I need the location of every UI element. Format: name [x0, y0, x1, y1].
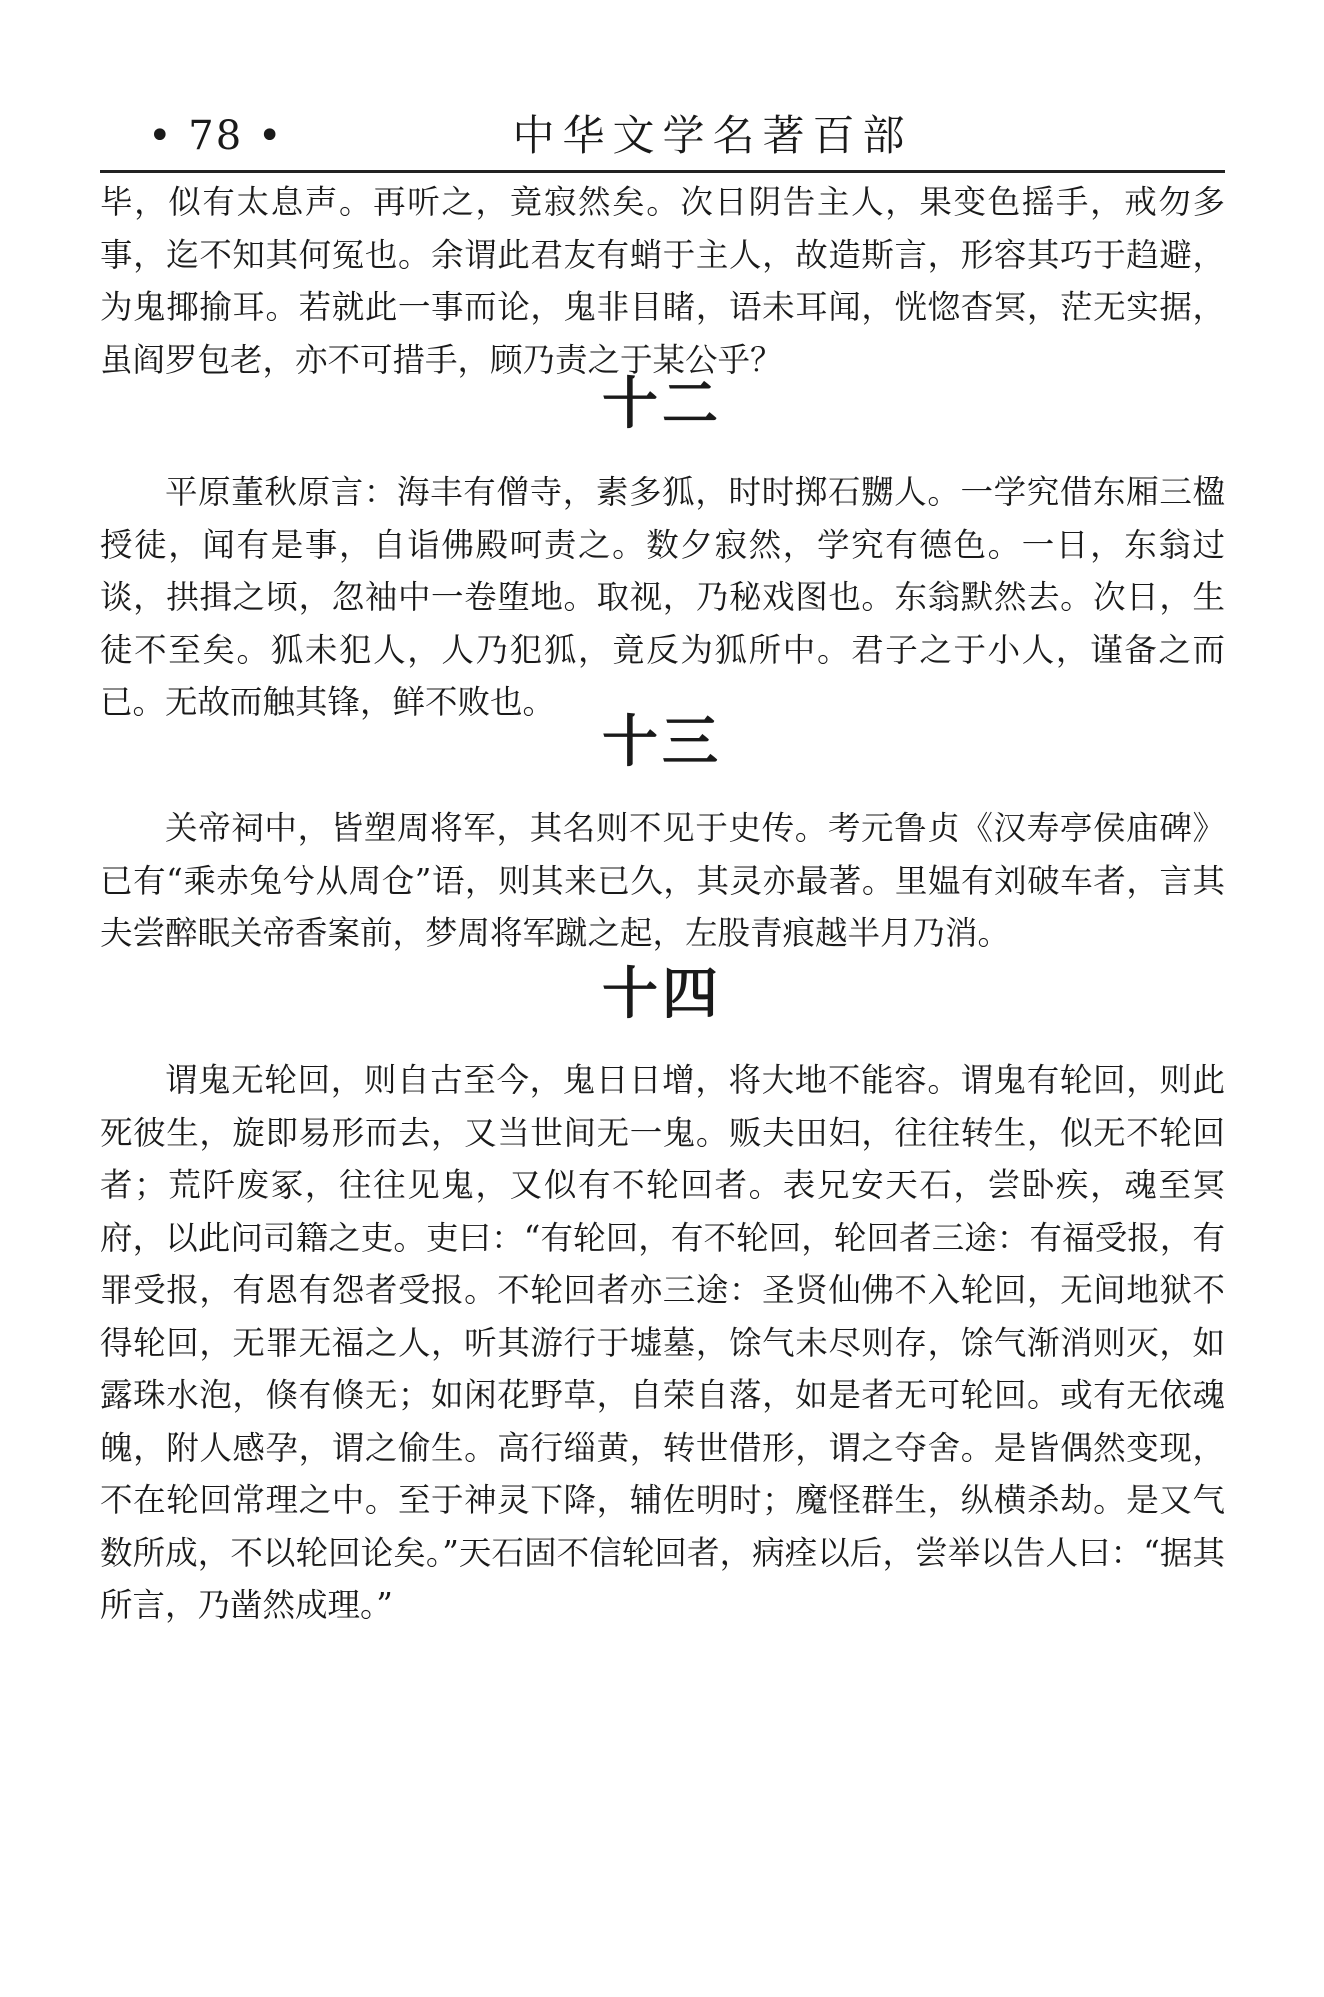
page-number: • 78 •: [148, 113, 284, 159]
continued-paragraph: 毕，似有太息声。再听之，竟寂然矣。次日阴告主人，果变色摇手，戒勿多事，迄不知其何冤也。余谓此君友有蛸于主人，故造斯言，形容其巧于趋避，为鬼揶揄耳。若就此一事而论，鬼非目睹，语未耳闻，恍惚杳冥，茫无实据，虽阎罗包老，亦不可措手，顾乃责之于某公乎？: [100, 183, 1225, 379]
section-heading-13: 十三: [602, 710, 722, 775]
running-header: [100, 108, 1225, 173]
section-14-paragraph: 谓鬼无轮回，则自古至今，鬼日日增，将大地不能容。谓鬼有轮回，则此死彼生，旋即易形而去，又当世间无一鬼。贩夫田妇，往往转生，似无不轮回者；荒阡废冢，往往见鬼，又似有不轮回者。表兄安天石，尝卧疾，魂至冥府，以此问司籍之吏。吏曰：“有轮回，有不轮回，轮回者三途：有福受报，有罪受报，有恩有怨者受报。不轮回者亦三途：圣贤仙佛不入轮回，无间地狱不得轮回，无罪无福之人，听其游行于墟墓，馀气未尽则存，馀气渐消则灭，如露珠水泡，倏有倏无；如闲花野草，自荣自落，如是者无可轮回。或有无依魂魄，附人感孕，谓之偷生。高行缁黄，转世借形，谓之夺舍。是皆偶然变现，不在轮回常理之中。至于神灵下降，辅佐明时；魔怪群生，纵横杀劫。是又气数所成，不以轮回论矣。”天石固不信轮回者，病痊以后，尝举以告人曰：“据其所言，乃凿然成理。”: [100, 1061, 1225, 1624]
book-title: 中华文学名著百部: [512, 111, 913, 160]
section-heading-14: 十四: [602, 962, 722, 1027]
section-13-paragraph: 关帝祠中，皆塑周将军，其名则不见于史传。考元鲁贞《汉寿亭侯庙碑》已有“乘赤兔兮从周仓”语，则其来已久，其灵亦最著。里媪有刘破车者，言其夫尝醉眠关帝香案前，梦周将军蹴之起，左股青痕越半月乃消。: [100, 809, 1225, 952]
section-12-paragraph: 平原董秋原言：海丰有僧寺，素多狐，时时掷石嬲人。一学究借东厢三楹授徒，闻有是事，自诣佛殿呵责之。数夕寂然，学究有德色。一日，东翁过谈，拱揖之顷，忽袖中一卷堕地。取视，乃秘戏图也。东翁默然去。次日，生徒不至矣。狐未犯人，人乃犯狐，竟反为狐所中。君子之于小人，谨备之而已。无故而触其锋，鲜不败也。: [100, 473, 1225, 721]
section-heading-12: 十二: [602, 372, 722, 437]
